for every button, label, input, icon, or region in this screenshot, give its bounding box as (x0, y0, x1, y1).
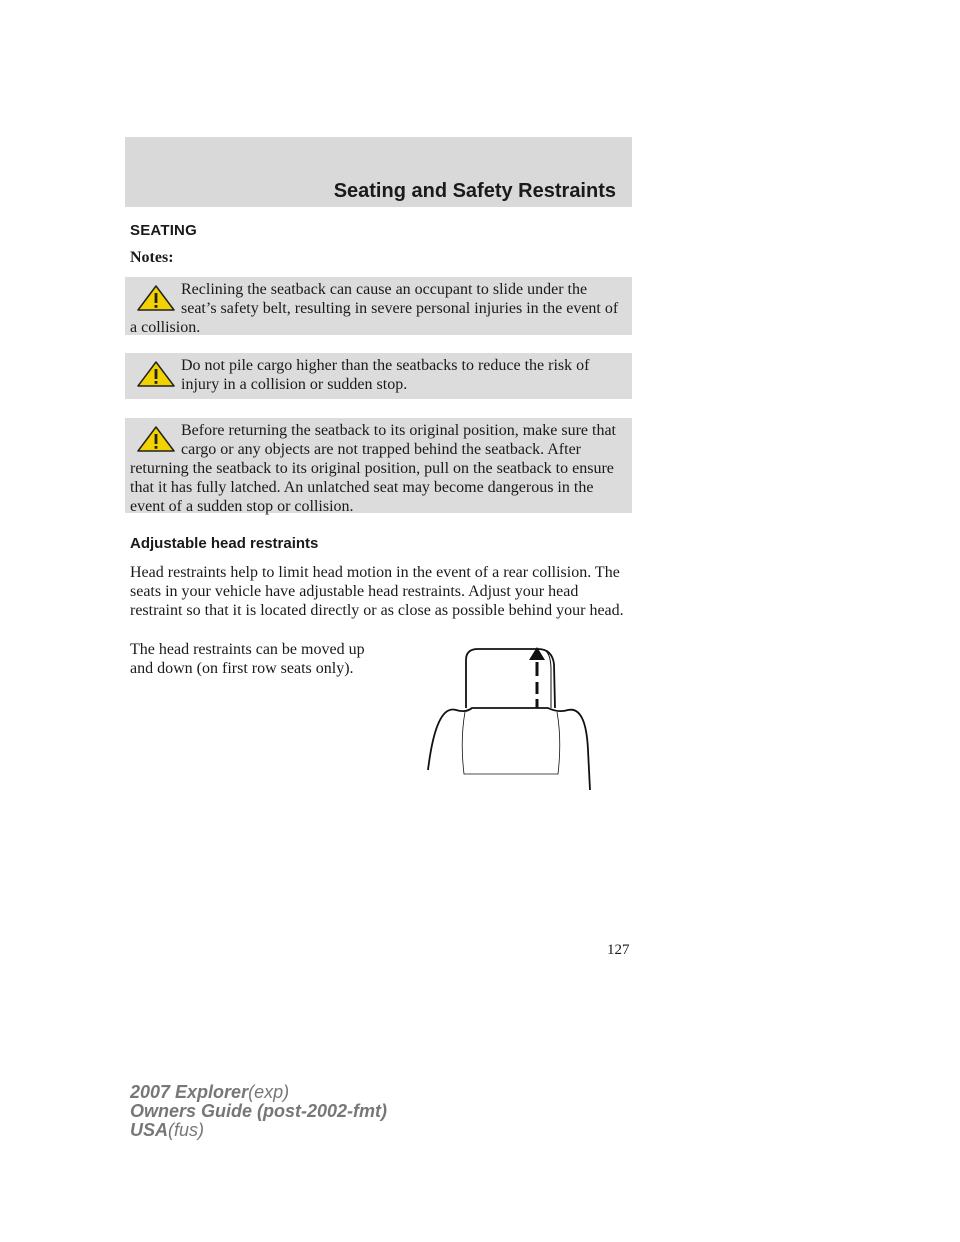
page-header-title: Seating and Safety Restraints (333, 180, 616, 202)
footer-market-code: (fus) (168, 1120, 205, 1140)
warning-triangle-icon (136, 285, 176, 311)
warning-text: Reclining the seatback can cause an occupant to slide under the seat’s safety belt, resulting in severe personal injuries in the event of a collision. (130, 281, 619, 336)
page-number: 127 (607, 942, 630, 958)
section-title: SEATING (130, 222, 197, 239)
warning-box-cargo (125, 353, 632, 399)
warning-triangle-icon (136, 361, 176, 387)
footer-line-model (130, 1083, 387, 1102)
footer-model: 2007 Explorer (130, 1082, 249, 1102)
footer-market: USA (130, 1120, 169, 1140)
footer-line-market (130, 1121, 387, 1140)
notes-label: Notes: (130, 249, 174, 266)
paragraph-head-restraints: Head restraints help to limit head motion in the event of a rear collision. The seats in your vehicle have adjustable head restraints. Adjust your head restraint so that it is located directly or as close as possible behind your head. (130, 564, 624, 619)
warning-text: Before returning the seatback to its original position, make sure that cargo or any objects are not trapped behind the seatback. After returning the seatback to its original position, pull on the seatback to ensure that it has fully latched. An unlatched seat may become dangerous in the event of a sudden stop or collision. (130, 422, 616, 515)
footer-guide: Owners Guide (post-2002-fmt) (130, 1101, 388, 1121)
warning-text: Do not pile cargo higher than the seatbacks to reduce the risk of injury in a collision or sudden stop. (181, 357, 590, 393)
footer-model-code: (exp) (248, 1082, 290, 1102)
warning-box-seatback-latch (125, 418, 632, 513)
warning-box-recline (125, 277, 632, 335)
footer-line-guide (130, 1102, 387, 1121)
header-band (125, 137, 632, 207)
warning-triangle-icon (136, 426, 176, 452)
footer-document-info (130, 1083, 387, 1140)
head-restraint-illustration (420, 640, 600, 795)
subheading-head-restraints: Adjustable head restraints (130, 535, 319, 552)
paragraph-move-restraints: The head restraints can be moved up and down (on first row seats only). (130, 641, 365, 677)
